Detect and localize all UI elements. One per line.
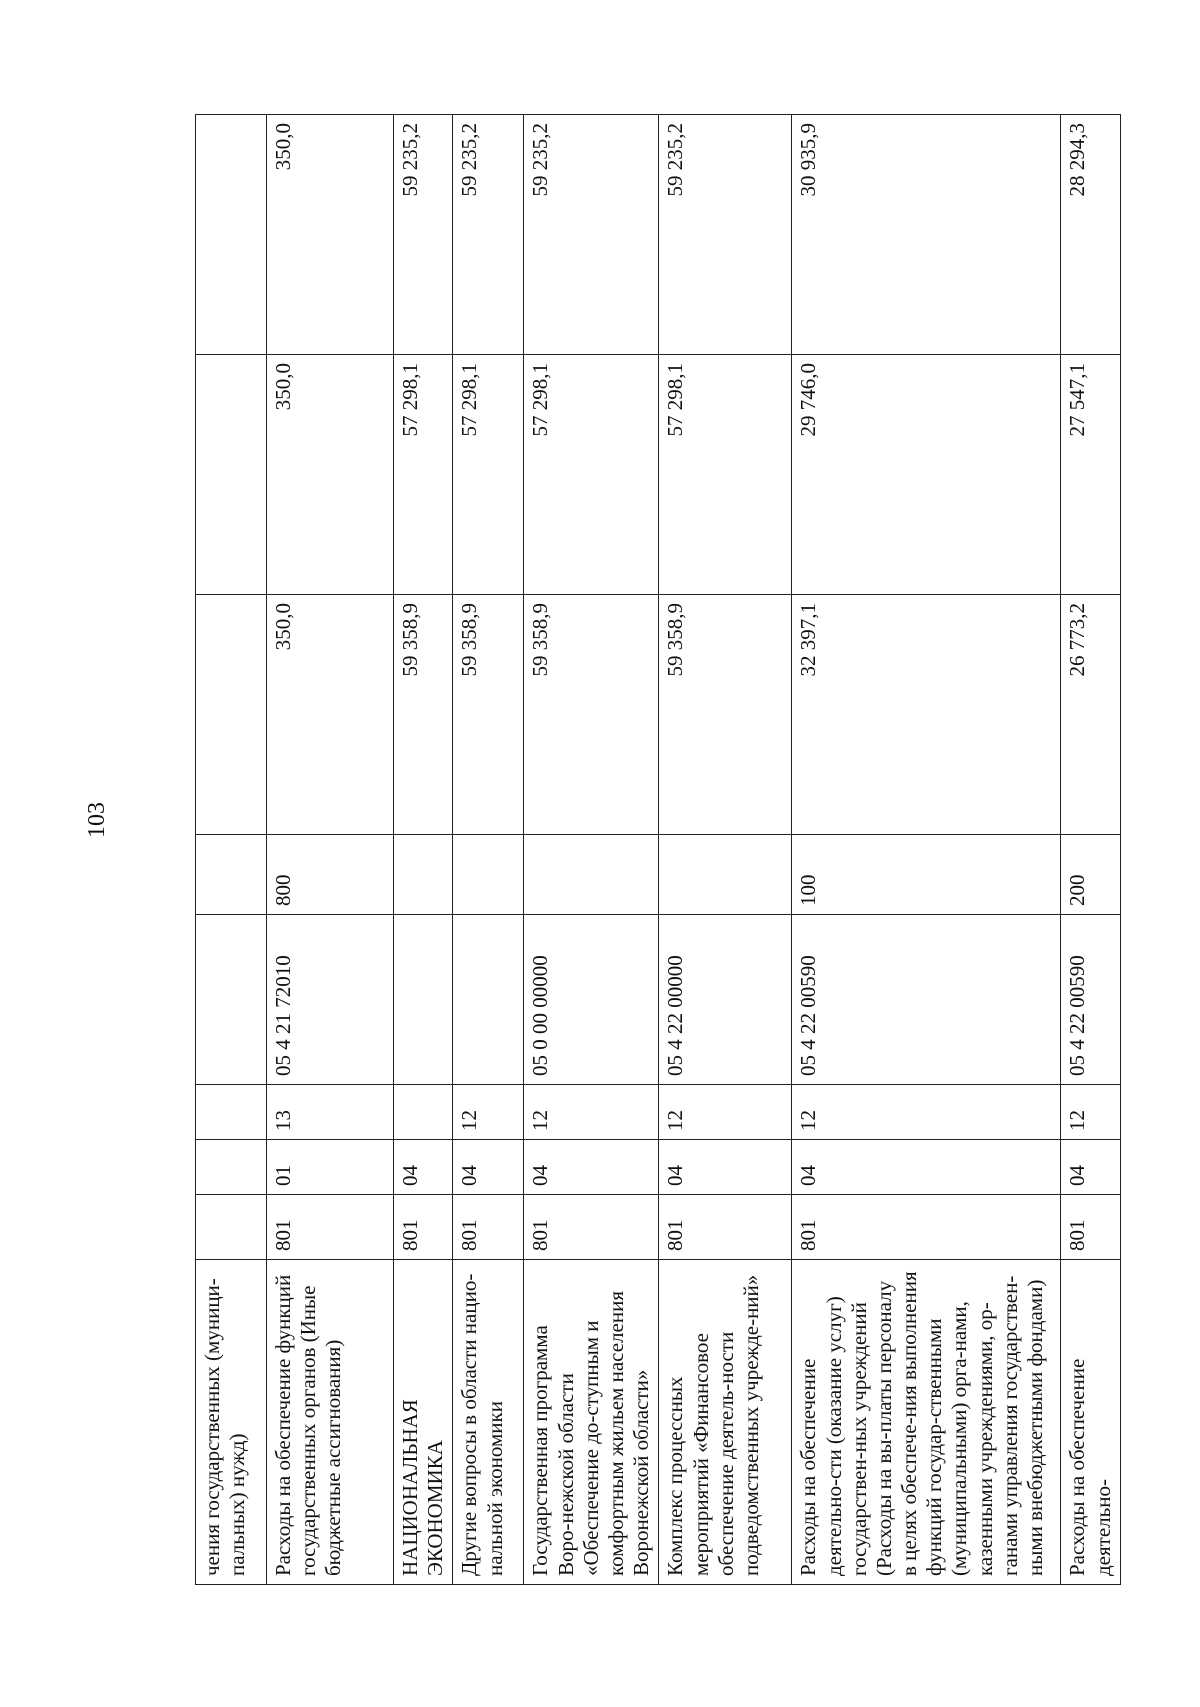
cell-vr [524, 835, 659, 915]
table-row [792, 115, 1061, 1585]
cell-pr: 12 [524, 1085, 659, 1140]
cell-amount-2: 57 298,1 [659, 355, 792, 595]
cell-gr: 801 [453, 1195, 524, 1260]
cell-csr [394, 915, 453, 1085]
table-row [524, 115, 659, 1585]
cell-rz: 04 [659, 1140, 792, 1195]
cell-name: Расходы на обеспечение деятельно- [1061, 1260, 1120, 1585]
cell-amount-1: 350,0 [267, 595, 394, 835]
cell-pr: 13 [267, 1085, 394, 1140]
table-row [1061, 115, 1120, 1585]
cell-vr: 200 [1061, 835, 1120, 915]
cell-gr: 801 [524, 1195, 659, 1260]
budget-table [195, 114, 1121, 1585]
table-row [659, 115, 792, 1585]
cell-gr: 801 [394, 1195, 453, 1260]
table-row [453, 115, 524, 1585]
cell-amount-1: 59 358,9 [524, 595, 659, 835]
cell-name: Расходы на обеспечение функций государственных органов (Иные бюджетные ассигнования) [267, 1260, 394, 1585]
cell-amount-2: 350,0 [267, 355, 394, 595]
cell-csr: 05 4 21 72010 [267, 915, 394, 1085]
cell-rz [196, 1140, 267, 1195]
cell-amount-2: 57 298,1 [524, 355, 659, 595]
cell-amount-2 [196, 355, 267, 595]
cell-vr: 100 [792, 835, 1061, 915]
cell-csr [196, 915, 267, 1085]
cell-rz: 04 [394, 1140, 453, 1195]
cell-amount-1: 59 358,9 [453, 595, 524, 835]
cell-amount-2: 27 547,1 [1061, 355, 1120, 595]
cell-name: Другие вопросы в области нацио-нальной экономики [453, 1260, 524, 1585]
cell-amount-2: 29 746,0 [792, 355, 1061, 595]
cell-amount-3: 30 935,9 [792, 115, 1061, 355]
cell-amount-1: 32 397,1 [792, 595, 1061, 835]
cell-csr: 05 4 22 00590 [1061, 915, 1120, 1085]
cell-name: Государственная программа Воро-нежской области «Обеспечение до-ступным и комфортным жильем населения Воронежской области» [524, 1260, 659, 1585]
cell-name: Комплекс процессных мероприятий «Финансовое обеспечение деятель-ности подведомственных учрежде-ний» [659, 1260, 792, 1585]
cell-vr [453, 835, 524, 915]
cell-amount-3: 28 294,3 [1061, 115, 1120, 355]
table-landscape-content [195, 115, 1115, 1585]
cell-pr: 12 [453, 1085, 524, 1140]
cell-vr [394, 835, 453, 915]
cell-rz: 04 [524, 1140, 659, 1195]
cell-pr [394, 1085, 453, 1140]
table-row [267, 115, 394, 1585]
cell-gr: 801 [659, 1195, 792, 1260]
cell-pr: 12 [1061, 1085, 1120, 1140]
cell-amount-2: 57 298,1 [394, 355, 453, 595]
cell-amount-3: 59 235,2 [659, 115, 792, 355]
cell-amount-1: 26 773,2 [1061, 595, 1120, 835]
cell-name: НАЦИОНАЛЬНАЯ ЭКОНОМИКА [394, 1260, 453, 1585]
cell-name: чения государственных (муници-пальных) нужд) [196, 1260, 267, 1585]
table-rotated-container [195, 115, 1115, 1585]
cell-vr [196, 835, 267, 915]
cell-gr: 801 [1061, 1195, 1120, 1260]
cell-gr [196, 1195, 267, 1260]
cell-amount-1: 59 358,9 [659, 595, 792, 835]
table-row [394, 115, 453, 1585]
cell-rz: 04 [453, 1140, 524, 1195]
cell-vr [659, 835, 792, 915]
cell-rz: 01 [267, 1140, 394, 1195]
table-row [196, 115, 267, 1585]
cell-amount-1: 59 358,9 [394, 595, 453, 835]
cell-amount-1 [196, 595, 267, 835]
cell-amount-3: 59 235,2 [394, 115, 453, 355]
cell-gr: 801 [267, 1195, 394, 1260]
page-number: 103 [84, 802, 110, 838]
cell-pr [196, 1085, 267, 1140]
cell-amount-2: 57 298,1 [453, 355, 524, 595]
cell-rz: 04 [1061, 1140, 1120, 1195]
cell-amount-3: 59 235,2 [524, 115, 659, 355]
cell-amount-3: 350,0 [267, 115, 394, 355]
cell-amount-3 [196, 115, 267, 355]
cell-vr: 800 [267, 835, 394, 915]
cell-gr: 801 [792, 1195, 1061, 1260]
cell-csr [453, 915, 524, 1085]
cell-name: Расходы на обеспечение деятельно-сти (оказание услуг) государствен-ных учреждений (Расходы на вы-платы персоналу в целях обеспече-ния выполнения функций государ-ственными (муниципальными) орга-нами, казенными учреждениями, ор-ганами управления государствен-ными внебюджетными фондами) [792, 1260, 1061, 1585]
cell-pr: 12 [792, 1085, 1061, 1140]
cell-csr: 05 0 00 00000 [524, 915, 659, 1085]
cell-amount-3: 59 235,2 [453, 115, 524, 355]
cell-csr: 05 4 22 00590 [792, 915, 1061, 1085]
cell-pr: 12 [659, 1085, 792, 1140]
cell-rz: 04 [792, 1140, 1061, 1195]
cell-csr: 05 4 22 00000 [659, 915, 792, 1085]
